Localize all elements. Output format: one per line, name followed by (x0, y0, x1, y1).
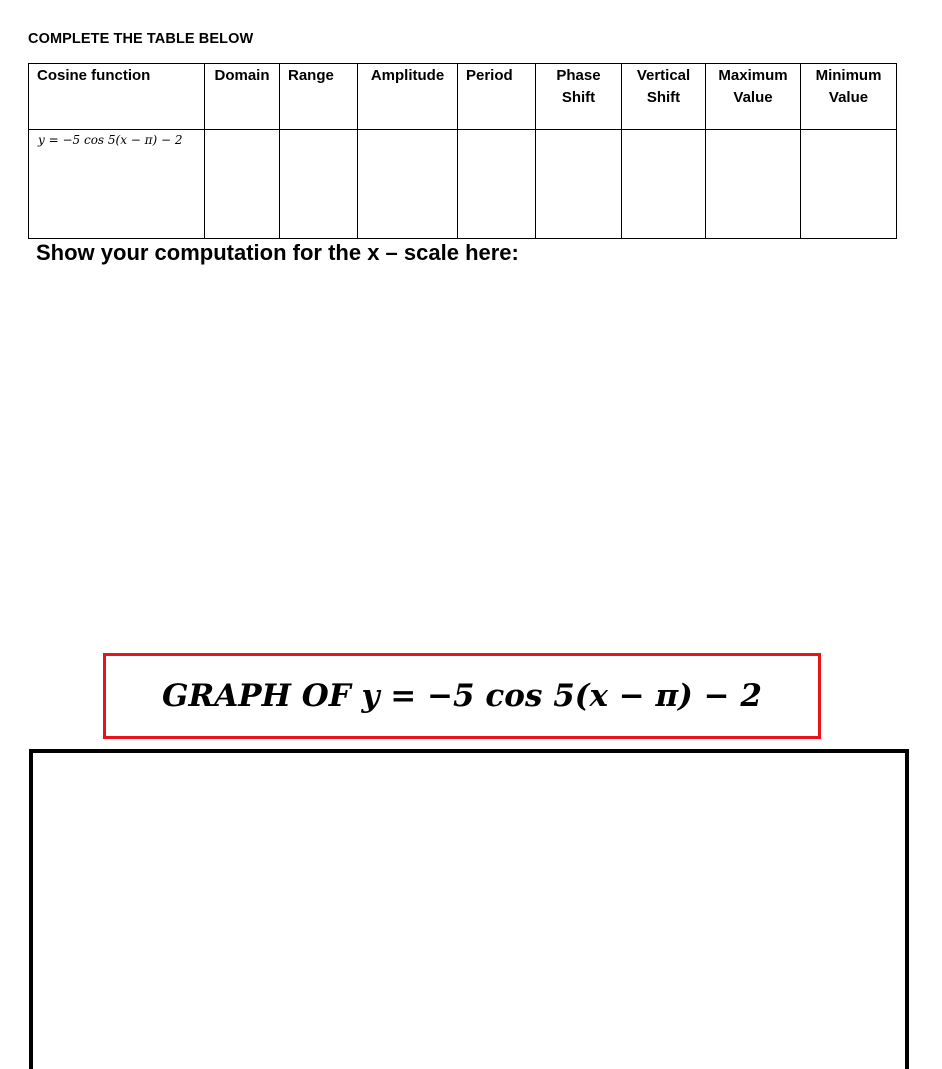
function-equation: y = −5 cos 5(x − π) − 2 (38, 133, 183, 147)
header-vertical-shift: Vertical Shift (622, 64, 706, 130)
header-amplitude: Amplitude (358, 64, 458, 130)
header-cosine-function: Cosine function (29, 64, 205, 130)
header-maximum-value: Maximum Value (706, 64, 801, 130)
header-range: Range (280, 64, 358, 130)
cell-vertical-shift-answer[interactable] (622, 130, 706, 239)
header-minimum-value: Minimum Value (801, 64, 897, 130)
cell-domain-answer[interactable] (205, 130, 280, 239)
computation-prompt: Show your computation for the x – scale here: (36, 240, 519, 265)
function-table (28, 63, 897, 239)
instruction-heading: COMPLETE THE TABLE BELOW (28, 31, 254, 47)
graph-area[interactable] (29, 749, 909, 1069)
cell-minimum-value-answer[interactable] (801, 130, 897, 239)
graph-title-box (103, 653, 821, 739)
cell-amplitude-answer[interactable] (358, 130, 458, 239)
cell-range-answer[interactable] (280, 130, 358, 239)
cell-phase-shift-answer[interactable] (536, 130, 622, 239)
header-phase-shift: Phase Shift (536, 64, 622, 130)
cell-function (29, 130, 205, 239)
header-domain: Domain (205, 64, 280, 130)
table-header-row (29, 64, 897, 130)
cell-maximum-value-answer[interactable] (706, 130, 801, 239)
table-row (29, 130, 897, 239)
cell-period-answer[interactable] (458, 130, 536, 239)
graph-title: GRAPH OF y = −5 cos 5(x − π) − 2 (162, 678, 762, 714)
header-period: Period (458, 64, 536, 130)
